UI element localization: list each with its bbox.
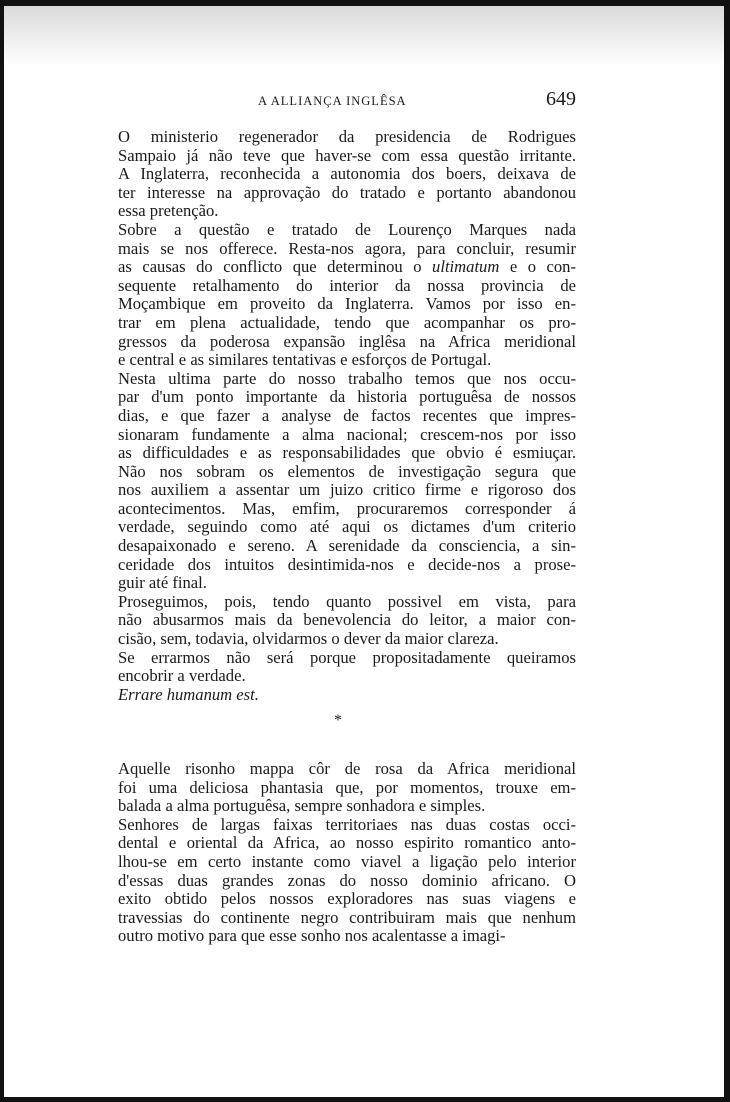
text-line: gressos da poderosa expansão inglêsa na Africa meridional: [118, 331, 576, 351]
text-line: Moçambique em proveito da Inglaterra. Vamos por isso en-: [118, 294, 576, 314]
text-line: Nesta ultima parte do nosso trabalho temos que nos occu-: [118, 368, 576, 388]
text-line: mais se nos offerece. Resta-nos agora, para concluir, resumir: [118, 238, 576, 258]
text-line: Se errarmos não será porque propositadamente queiramos: [118, 647, 576, 667]
text-line: Aquelle risonho mappa côr de rosa da Africa meridional: [118, 759, 576, 778]
section-separator: *: [334, 712, 342, 729]
running-title: A ALLIANÇA INGLÊSA: [258, 94, 407, 108]
text-line: sionaram fundamente a alma nacional; crescem-nos por isso: [118, 424, 576, 444]
text-line: não abusarmos mais da benevolencia do leitor, a maior con-: [118, 610, 576, 630]
text-line: essa pretenção.: [118, 201, 219, 221]
paragraph: [100, 816, 576, 946]
text-line: O ministerio regenerador da presidencia de Rodrigues: [118, 127, 576, 146]
paragraph: [100, 760, 576, 816]
text-line: ceridade dos intuitos desintimida-nos e decide-nos a prose-: [118, 554, 576, 574]
text-line: trar em plena actualidade, tendo que acompanhar os pro-: [118, 312, 576, 332]
next-section-text: [100, 760, 576, 946]
paragraph: [100, 370, 576, 593]
text-line: ter interesse na approvação do tratado e portanto abandonou: [118, 182, 576, 202]
text-line: Sobre a questão e tratado de Lourenço Marques nada: [118, 219, 576, 239]
text-line: par d'um ponto importante da historia portuguêsa de nossos: [118, 387, 576, 407]
text-line: verdade, seguindo como até aqui os dictames d'um criterio: [118, 517, 576, 537]
paragraph: [100, 128, 576, 221]
text-line: nos auxiliem a assentar um juizo critico firme e rigoroso dos: [118, 480, 576, 500]
main-text: [100, 128, 576, 704]
text-line: Sampaio já não teve que haver-se com essa questão irritante.: [118, 145, 576, 165]
scan-shadow: [4, 6, 724, 66]
text-line: exito obtido pelos nossos exploradores nas suas viagens e: [118, 889, 576, 909]
text-line: dias, e que fazer a analyse de factos recentes que impres-: [118, 405, 576, 425]
text-line: outro motivo para que esse sonho nos acalentasse a imagi-: [118, 926, 506, 946]
italic-term: ultimatum: [432, 257, 500, 277]
text-line: [100, 258, 576, 277]
page-header: [100, 88, 576, 112]
text-line: desapaixonado e sereno. A serenidade da consciencia, a sin-: [118, 536, 576, 556]
text-line: Proseguimos, pois, tendo quanto possivel em vista, para: [118, 591, 576, 611]
text-run: e o con-: [499, 257, 576, 277]
text-line: lhou-se em certo instante como viavel a ligação pelo interior: [118, 851, 576, 871]
text-line: Senhores de largas faixas territoriaes nas duas costas occi-: [118, 814, 576, 834]
text-line: as difficuldades e as responsabilidades que obvio é esmiuçar.: [118, 443, 576, 463]
paragraph: [100, 649, 576, 686]
page-number: 649: [546, 88, 576, 110]
text-line: Não nos sobram os elementos de investigação segura que: [118, 461, 576, 481]
text-line: e central e as similares tentativas e esforços de Portugal.: [118, 350, 492, 370]
text-line: sequente retalhamento do interior da nossa provincia de: [118, 275, 576, 295]
text-line: guir até final.: [118, 573, 207, 593]
closing-quote: Errare humanum est.: [118, 684, 259, 704]
text-line: A Inglaterra, reconhecida a autonomia dos boers, deixava de: [118, 164, 576, 184]
text-line: foi uma deliciosa phantasia que, por momentos, trouxe em-: [118, 777, 576, 797]
text-line: balada a alma portuguêsa, sempre sonhadora e simples.: [118, 796, 486, 816]
text-line: d'essas duas grandes zonas do nosso dominio africano. O: [118, 870, 576, 890]
text-line: encobrir a verdade.: [118, 666, 246, 686]
text-line: cisão, sem, todavia, olvidarmos o dever da maior clareza.: [118, 629, 499, 649]
text-line: dental e oriental da Africa, ao nosso espirito romantico anto-: [118, 833, 576, 853]
text-line: acontecimentos. Mas, emfim, procuraremos corresponder á: [118, 498, 576, 518]
paragraph: [100, 221, 576, 370]
paragraph: [100, 593, 576, 649]
text-run: as causas do conflicto que determinou o: [118, 257, 433, 277]
text-line: travessias do continente negro contribuiram mais que nenhum: [118, 907, 576, 927]
